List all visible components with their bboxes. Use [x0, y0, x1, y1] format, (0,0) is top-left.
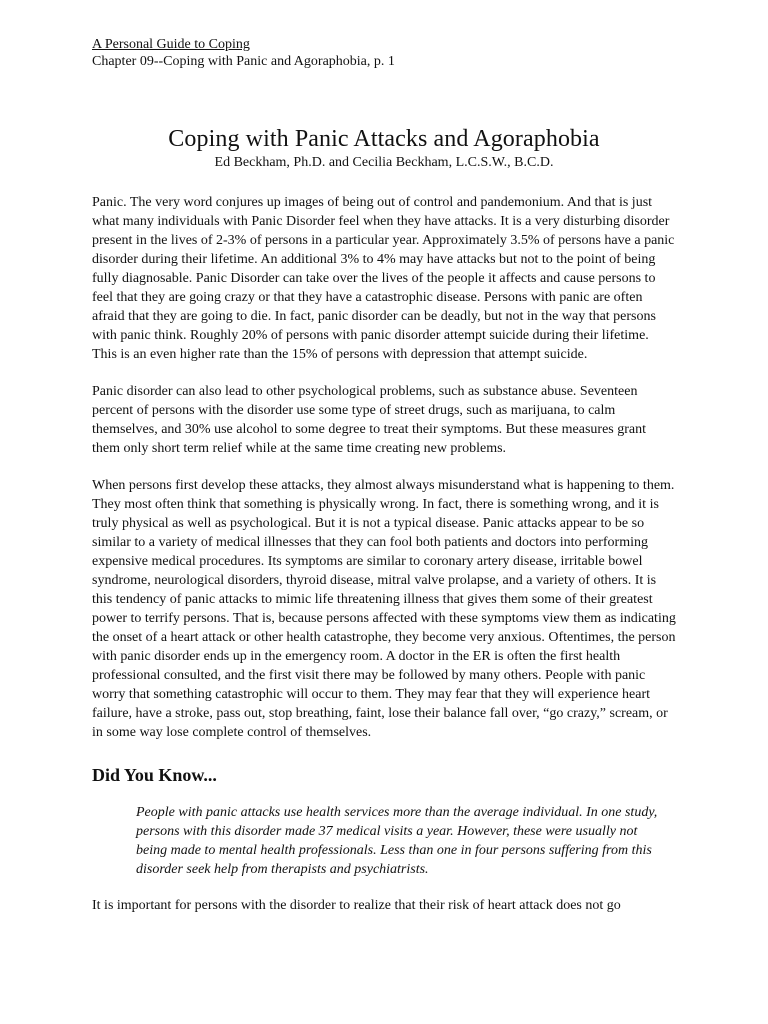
- closing-paragraph: It is important for persons with the disorder to realize that their risk of heart attack does not go: [92, 898, 621, 913]
- did-you-know-callout: People with panic attacks use health services more than the average individual. In one study, persons with this disorder made 37 medical visits a year. However, these were usually not being made to mental health professionals. Less than one in four persons suffering from this disorder seek help from therapists and psychiatrists.: [136, 805, 658, 877]
- chapter-line: Chapter 09--Coping with Panic and Agoraphobia, p. 1: [92, 54, 395, 69]
- running-header: [92, 36, 676, 70]
- guide-title: A Personal Guide to Coping: [92, 37, 250, 52]
- page-title: Coping with Panic Attacks and Agoraphobia: [168, 126, 600, 152]
- author-line: Ed Beckham, Ph.D. and Cecilia Beckham, L.C.S.W., B.C.D.: [214, 155, 554, 170]
- did-you-know-heading: Did You Know...: [92, 765, 217, 785]
- body-paragraph-1: Panic. The very word conjures up images of being out of control and pandemonium. And that is just what many individuals with Panic Disorder feel when they have attacks. It is a very disturbing disorder present in the lives of 2-3% of persons in a particular year. Approximately 3.5% of persons have a panic disorder during their lifetime. An additional 3% to 4% may have attacks but not to the point of being fully diagnosable. Panic Disorder can take over the lives of the people it affects and cause persons to feel that they are going crazy or that they have a catastrophic disease. Persons with panic are often afraid that they are going to die. In fact, panic disorder can be deadly, but not in the way that persons with panic think. Roughly 20% of persons with panic disorder attempt suicide during their lifetime. This is an even higher rate than the 15% of persons with depression that attempt suicide.: [92, 195, 675, 362]
- body-paragraph-2: Panic disorder can also lead to other psychological problems, such as substance abuse. Seventeen percent of persons with the disorder use some type of street drugs, such as marijuana, to calm themselves, and 30% use alcohol to some degree to treat their symptoms. But these measures grant them only short term relief while at the same time creating new problems.: [92, 384, 647, 456]
- body-paragraph-3: When persons first develop these attacks, they almost always misunderstand what is happening to them. They most often think that something is physically wrong. In fact, there is something wrong, and it is truly physical as well as psychological. But it is not a typical disease. Panic attacks appear to be so similar to a variety of medical illnesses that they can fool both patients and doctors into performing expensive medical procedures. Its symptoms are similar to coronary artery disease, irritable bowel syndrome, neurological disorders, thyroid disease, mitral valve prolapse, and a variety of others. It is this tendency of panic attacks to mimic life threatening illness that gives them some of their greatest power to terrify persons. That is, because persons affected with these symptoms view them as indicating the onset of a heart attack or other health catastrophe, they become very anxious. Oftentimes, the person with panic disorder ends up in the emergency room. A doctor in the ER is often the first health professional consulted, and the first visit there may be followed by many others. People with panic worry that something catastrophic will occur to them. They may fear that they will experience heart failure, have a stroke, pass out, stop breathing, faint, lose their balance fall over, “go crazy,” scream, or in some way lose complete control of themselves.: [92, 478, 676, 740]
